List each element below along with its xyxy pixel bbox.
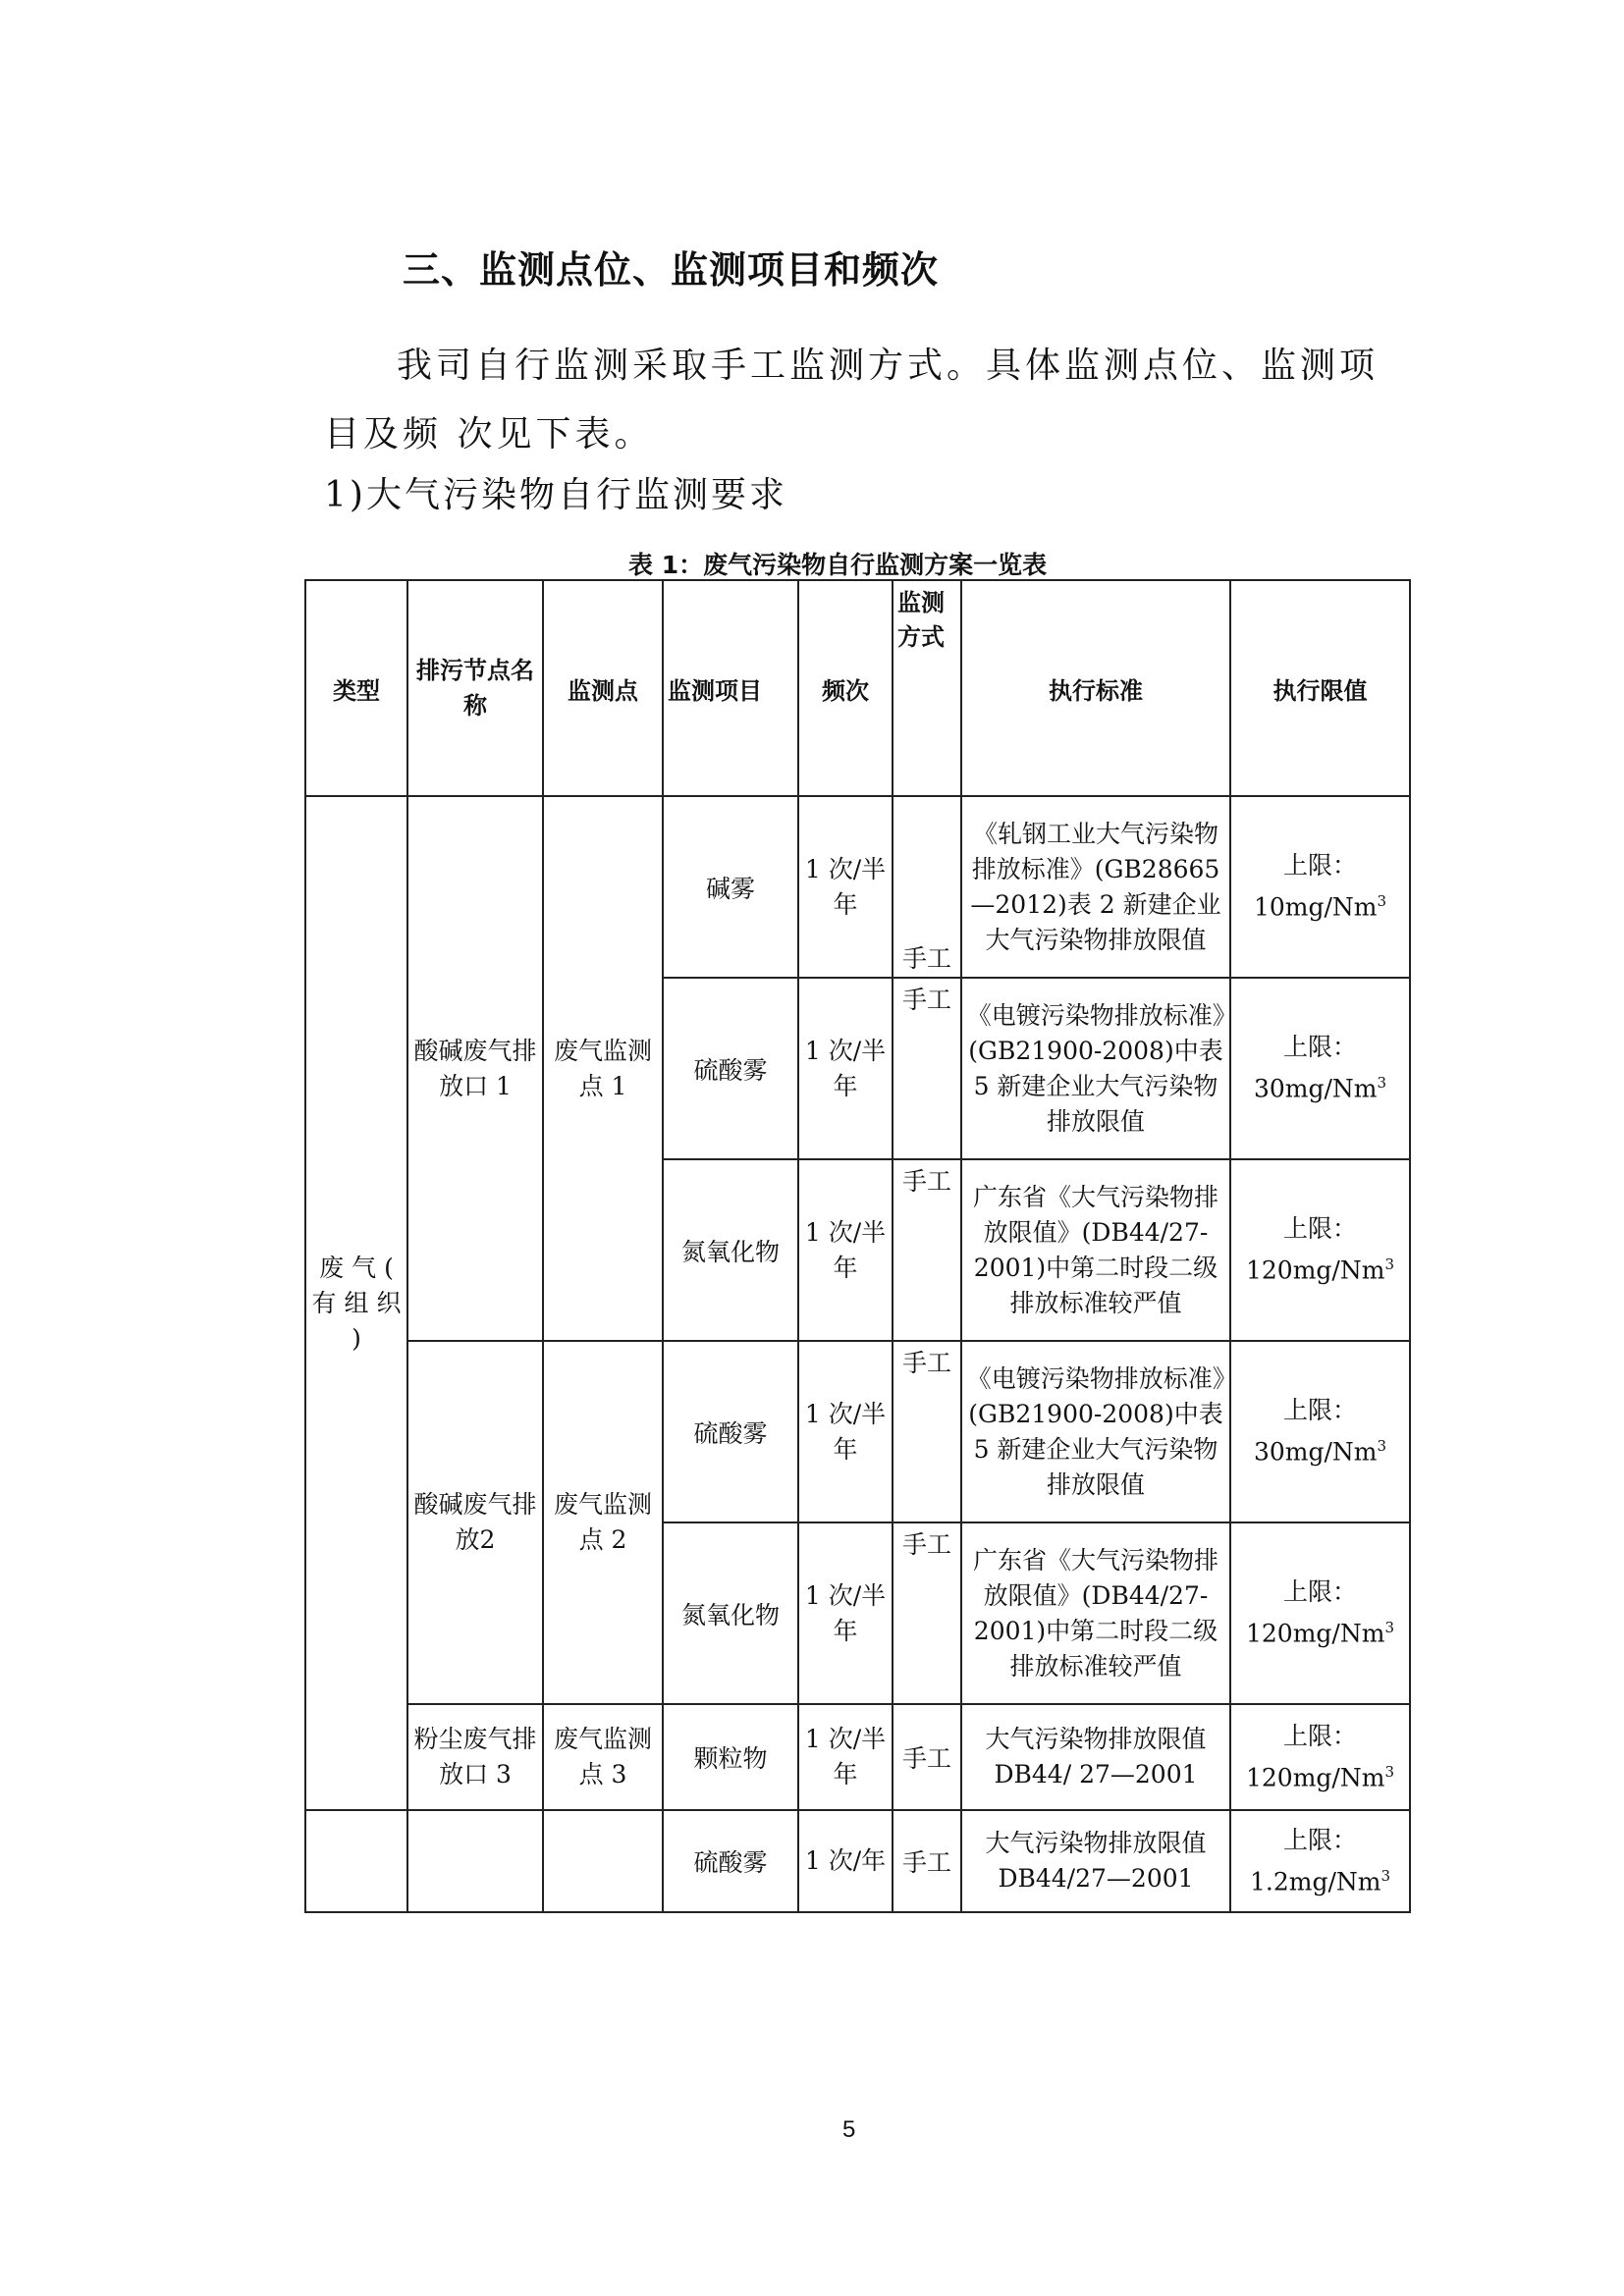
point-cell: 废气监测点 3 [543,1704,663,1810]
method-cell: 手工 [893,1341,961,1522]
table-row [305,1704,1410,1810]
freq-cell: 1 次/半年 [798,1341,893,1522]
table-row [305,1341,1410,1522]
limit-sup: 3 [1377,892,1387,911]
header-freq: 频次 [798,580,893,796]
limit-cell [1230,1159,1410,1341]
standard-cell: 大气污染物排放限值 DB44/27—2001 [961,1810,1230,1912]
emission-monitoring-table [304,579,1411,1913]
method-cell: 手工 [893,1522,961,1704]
limit-value: 30mg/Nm [1253,1437,1378,1467]
limit-sup: 3 [1384,1762,1394,1781]
limit-sup: 3 [1377,1437,1387,1456]
item-cell: 硫酸雾 [663,1341,798,1522]
header-point: 监测点 [543,580,663,796]
standard-cell: 《轧钢工业大气污染物排放标准》(GB28665—2012)表 2 新建企业大气污染物排放限值 [961,796,1230,978]
standard-cell: 《电镀污染物排放标准》(GB21900-2008)中表 5 新建企业大气污染物排放限值 [961,1341,1230,1522]
header-limit: 执行限值 [1230,580,1410,796]
limit-value: 120mg/Nm [1246,1255,1385,1285]
freq-cell: 1 次/半年 [798,1704,893,1810]
method-cell: 手工 [893,1704,961,1810]
limit-cell [1230,1341,1410,1522]
table-row [305,796,1410,978]
limit-cell [1230,1704,1410,1810]
limit-cell [1230,1522,1410,1704]
item-cell: 碱雾 [663,796,798,978]
limit-label: 上限： [1282,1214,1357,1244]
standard-cell: 广东省《大气污染物排放限值》(DB44/27-2001)中第二时段二级排放标准较严值 [961,1522,1230,1704]
freq-cell: 1 次/半年 [798,978,893,1159]
limit-sup: 3 [1377,1074,1387,1093]
standard-cell: 广东省《大气污染物排放限值》(DB44/27-2001)中第二时段二级排放标准较严值 [961,1159,1230,1341]
limit-sup: 3 [1384,1619,1394,1637]
table-row [305,1810,1410,1912]
intro-paragraph: 我司自行监测采取手工监测方式。具体监测点位、监测项目及频 次见下表。 [324,346,1380,454]
limit-sup: 3 [1384,1255,1394,1274]
header-standard: 执行标准 [961,580,1230,796]
method-cell: 手工 [893,978,961,1159]
method-cell: 手工 [893,1159,961,1341]
header-method: 监测方式 [893,580,961,796]
method-cell: 手工 [893,796,961,978]
point-cell: 废气监测点 2 [543,1341,663,1704]
limit-label: 上限： [1282,851,1357,881]
freq-cell: 1 次/年 [798,1810,893,1912]
empty-cell [305,1810,407,1912]
limit-value: 30mg/Nm [1253,1074,1378,1103]
standard-cell: 《电镀污染物排放标准》(GB21900-2008)中表 5 新建企业大气污染物排放限值 [961,978,1230,1159]
header-row [305,580,1410,796]
limit-cell [1230,1810,1410,1912]
limit-value: 10mg/Nm [1253,892,1378,922]
item-cell: 氮氧化物 [663,1159,798,1341]
header-node: 排污节点名称 [407,580,543,796]
node-cell: 酸碱废气排放2 [407,1341,543,1704]
limit-label: 上限： [1282,1721,1357,1750]
limit-label: 上限： [1282,1577,1357,1607]
header-item: 监测项目 [663,580,798,796]
item-cell: 硫酸雾 [663,1810,798,1912]
standard-cell: 大气污染物排放限值 DB44/ 27—2001 [961,1704,1230,1810]
node-cell: 粉尘废气排放口 3 [407,1704,543,1810]
node-cell: 酸碱废气排放口 1 [407,796,543,1341]
table-caption: 表 1：废气污染物自行监测方案一览表 [628,551,1048,579]
limit-value: 120mg/Nm [1246,1619,1385,1648]
limit-label: 上限： [1282,1033,1357,1062]
freq-cell: 1 次/半年 [798,1522,893,1704]
empty-cell [543,1810,663,1912]
item-cell: 颗粒物 [663,1704,798,1810]
header-type: 类型 [305,580,407,796]
limit-label: 上限： [1282,1396,1357,1425]
type-cell: 废 气 ( 有 组 织 ) [305,796,407,1810]
empty-cell [407,1810,543,1912]
limit-value: 1.2mg/Nm [1249,1867,1381,1896]
limit-label: 上限： [1282,1825,1357,1854]
limit-cell [1230,978,1410,1159]
subheading: 1)大气污染物自行监测要求 [324,475,787,515]
limit-sup: 3 [1380,1866,1391,1885]
method-cell: 手工 [893,1810,961,1912]
limit-cell [1230,796,1410,978]
item-cell: 氮氧化物 [663,1522,798,1704]
page-number: 5 [842,2116,856,2143]
item-cell: 硫酸雾 [663,978,798,1159]
section-title: 三、监测点位、监测项目和频次 [403,248,940,292]
point-cell: 废气监测点 1 [543,796,663,1341]
limit-value: 120mg/Nm [1246,1763,1385,1792]
freq-cell: 1 次/半年 [798,796,893,978]
freq-cell: 1 次/半年 [798,1159,893,1341]
